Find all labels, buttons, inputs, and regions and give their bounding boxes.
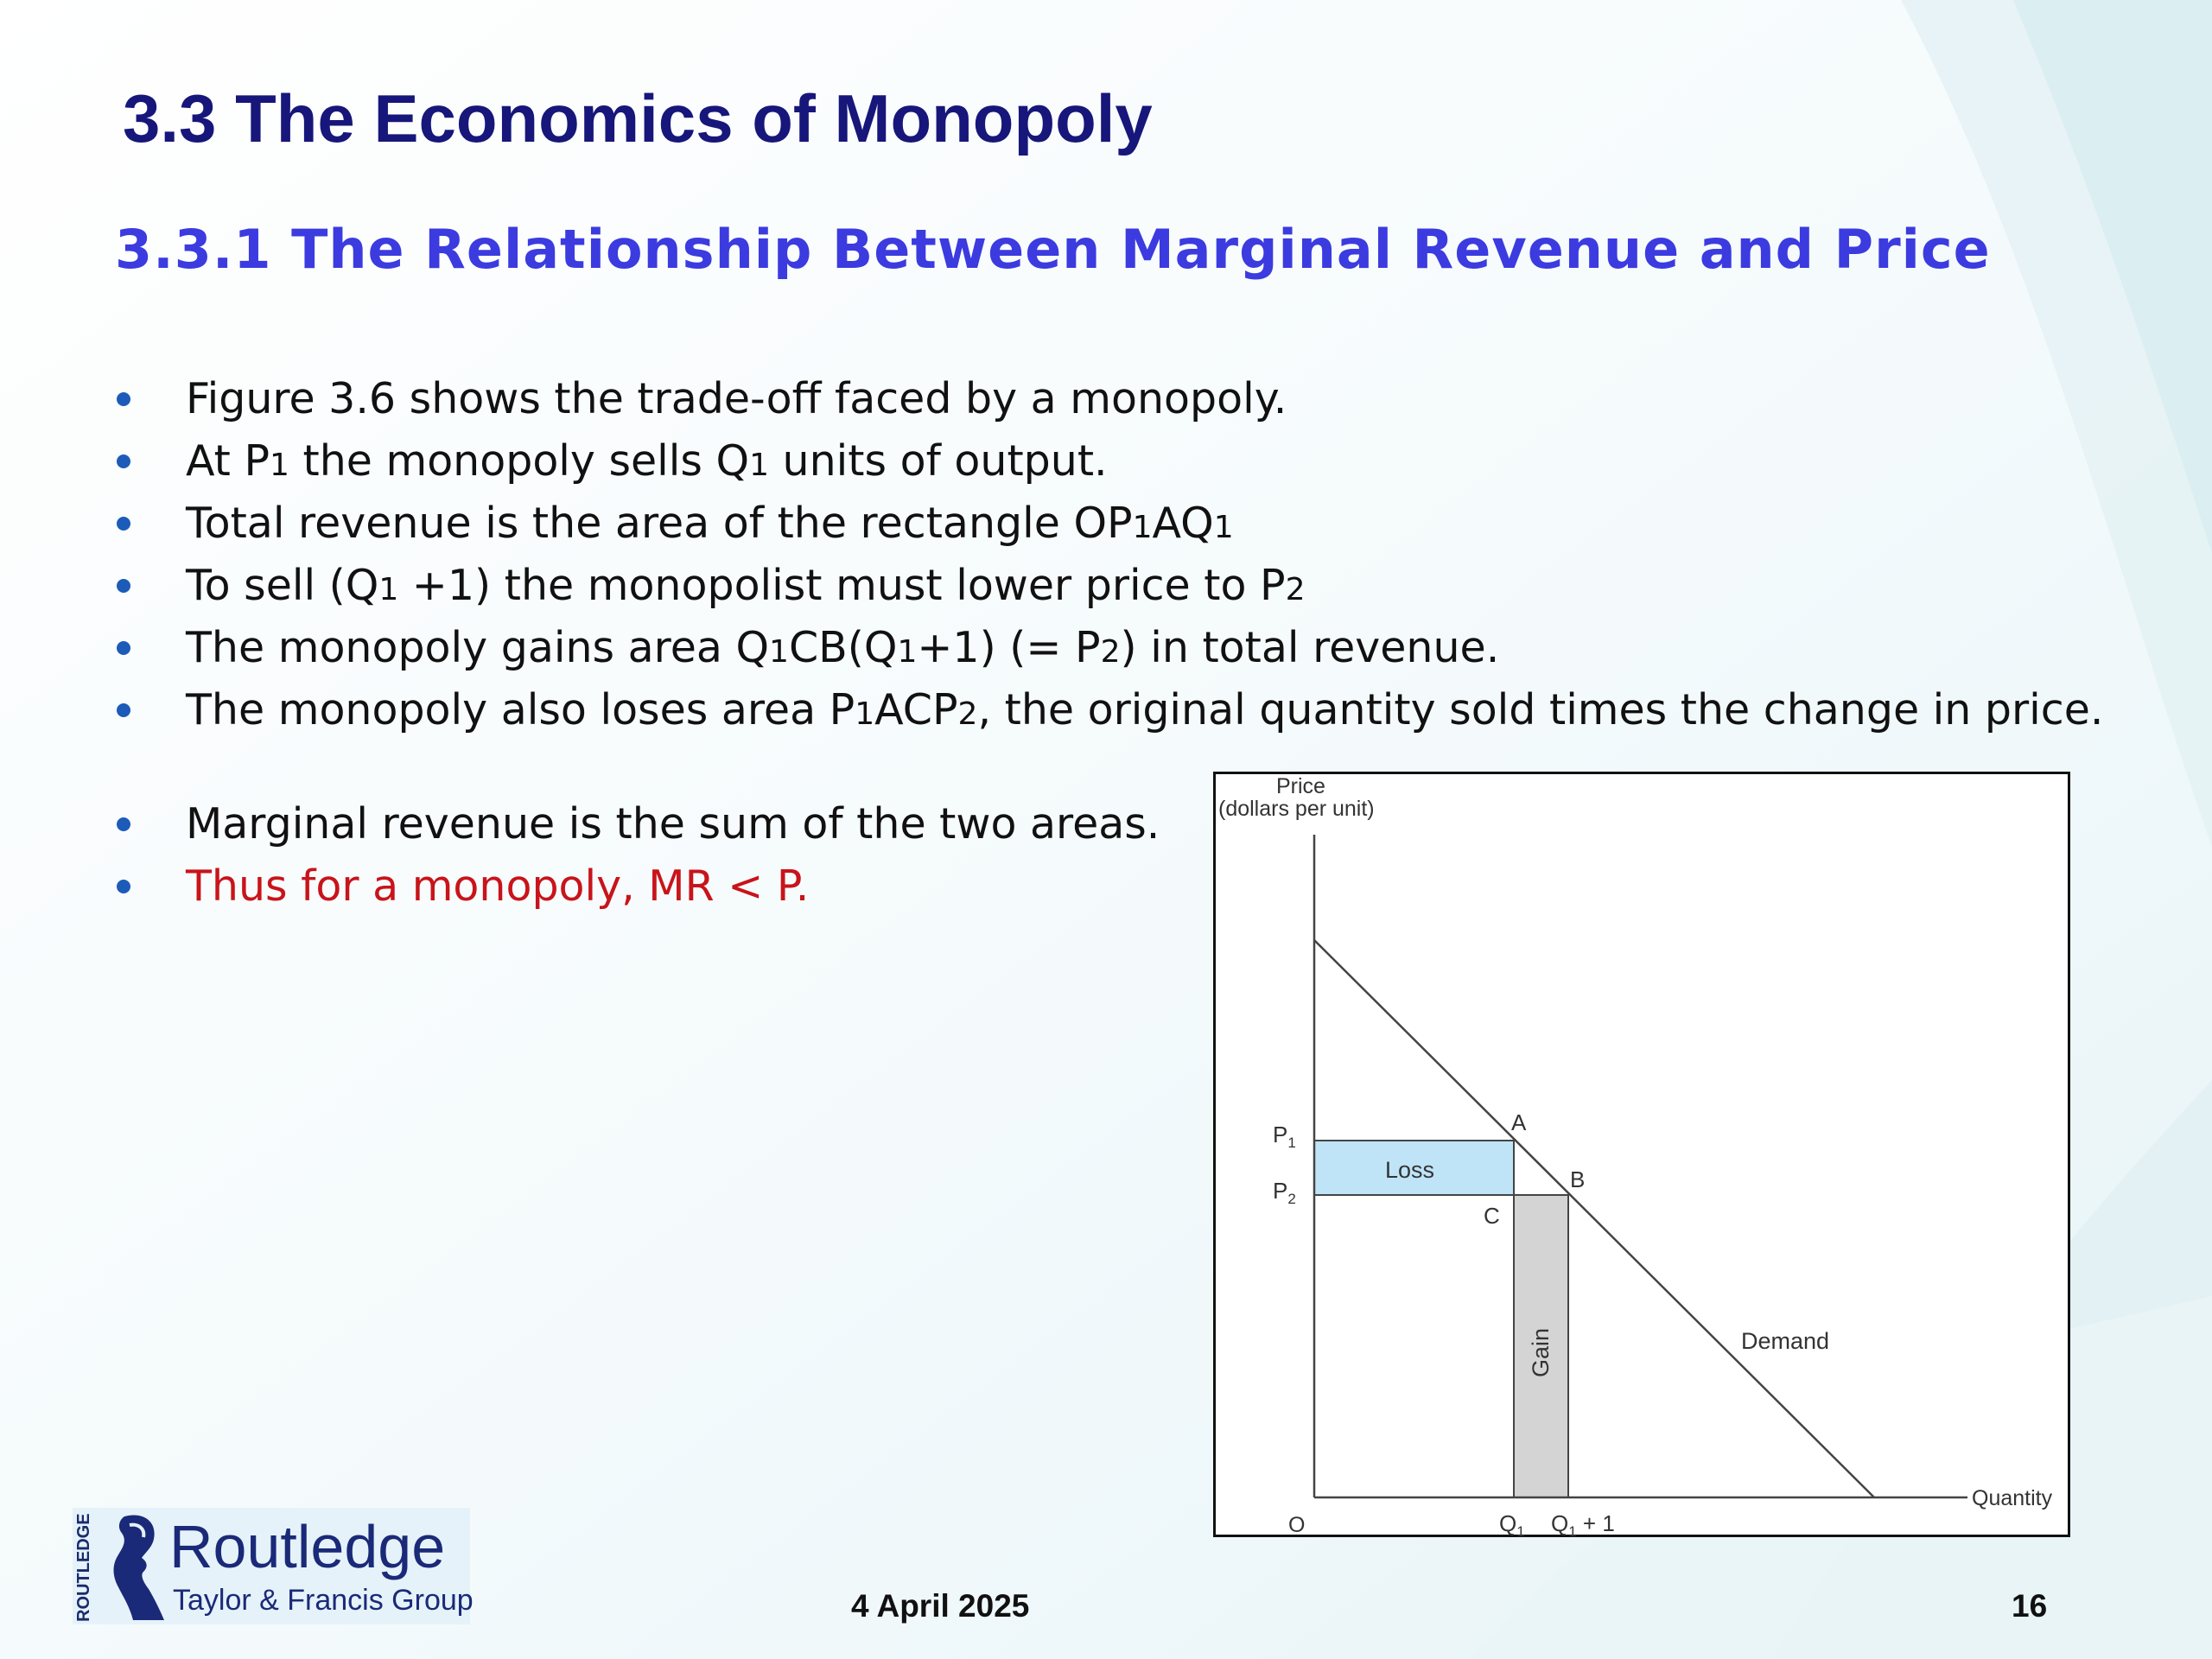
origin-label: O xyxy=(1288,1513,1306,1537)
bullet-text-subscript: 2 xyxy=(957,696,978,732)
bullet-dot-icon xyxy=(117,454,130,468)
bullet-dot-icon xyxy=(117,579,130,593)
demand-label: Demand xyxy=(1741,1328,1830,1354)
bullet-text-subscript: 2 xyxy=(1285,572,1306,607)
bullet-dot-icon xyxy=(117,641,130,655)
bullet-text-part: ACP xyxy=(874,685,958,734)
x-axis-label: Quantity xyxy=(1972,1486,2053,1510)
routledge-logo xyxy=(73,1508,474,1624)
bullet-text-subscript: 1 xyxy=(378,572,399,607)
bullet-text xyxy=(186,622,1499,678)
point-b-label: B xyxy=(1570,1166,1586,1192)
bullet-text-part: At P xyxy=(186,436,270,486)
bullet-text-subscript: 1 xyxy=(897,634,918,670)
bullet-text-part: The monopoly gains area Q xyxy=(186,623,770,672)
demand-line xyxy=(1314,940,1874,1497)
loss-label: Loss xyxy=(1385,1157,1435,1183)
y-axis-label-units: (dollars per unit) xyxy=(1218,797,1375,821)
bullet-text xyxy=(186,798,1160,850)
bullet-text xyxy=(186,498,1234,554)
bullet-text-part: , the original quantity sold times the change in price. xyxy=(977,685,2104,734)
bullet-text-part: AQ xyxy=(1152,499,1214,548)
bullet-text-part: CB(Q xyxy=(788,623,898,672)
slide-page-number: 16 xyxy=(2012,1588,2048,1624)
bullet-dot-icon xyxy=(117,703,130,717)
bullet-dot-icon xyxy=(117,392,130,406)
logo-brand-name: Routledge xyxy=(169,1513,446,1580)
bullet-text-part: +1) the monopolist must lower price to P xyxy=(398,561,1286,610)
bullet-text-part: +1) (= P xyxy=(917,623,1101,672)
y-axis-label-price: Price xyxy=(1276,774,1325,798)
bullet-text-part: Figure 3.6 shows the trade-off faced by a monopoly. xyxy=(186,374,1287,423)
q1-plus-one-label: $Q_1 + 1$ xyxy=(1551,1510,1615,1540)
bullet-text-subscript: 1 xyxy=(855,696,875,732)
monopoly-figure xyxy=(1213,772,2070,1540)
bullet-dot-icon xyxy=(117,817,130,831)
slide-subtitle: 3.3.1 The Relationship Between Marginal Revenue and Price xyxy=(115,218,1991,281)
bullet-text-subscript: 1 xyxy=(270,448,289,483)
bullet-text-part: Total revenue is the area of the rectangle OP xyxy=(186,499,1133,548)
p2-label: $P_2$ xyxy=(1273,1178,1296,1207)
point-a-label: A xyxy=(1511,1109,1527,1135)
logo-vertical-text: ROUTLEDGE xyxy=(74,1513,93,1622)
bullet-text-part: the monopoly sells Q xyxy=(289,436,750,486)
bullet-text-part: ) in total revenue. xyxy=(1120,623,1500,672)
p1-label: $P_1$ xyxy=(1273,1122,1296,1151)
bullet-text xyxy=(186,373,1287,425)
bullet-text xyxy=(186,560,1306,616)
bullet-dot-icon xyxy=(117,517,130,531)
slide-title: 3.3 The Economics of Monopoly xyxy=(123,80,1153,156)
bullet-text xyxy=(186,861,809,912)
bullet-text-subscript: 1 xyxy=(749,448,769,483)
bullet-text-part: To sell (Q xyxy=(186,561,379,610)
bullet-text-subscript: 1 xyxy=(769,634,789,670)
logo-group-name: Taylor & Francis Group xyxy=(173,1584,474,1617)
slide-date: 4 April 2025 xyxy=(851,1588,1030,1624)
monopoly-diagram xyxy=(1216,774,2073,1540)
bullet-text-part: Marginal revenue is the sum of the two areas. xyxy=(186,799,1160,849)
q1-label: $Q_1$ xyxy=(1499,1510,1525,1540)
bullet-text-subscript: 1 xyxy=(1213,510,1234,545)
bullet-text-part: Thus for a monopoly, MR < P. xyxy=(186,861,810,911)
gain-label: Gain xyxy=(1528,1327,1554,1377)
bullet-text-subscript: 1 xyxy=(1132,510,1153,545)
routledge-head-icon xyxy=(99,1510,168,1624)
bullet-text-part: The monopoly also loses area P xyxy=(186,685,855,734)
bullet-text-part: units of output. xyxy=(768,436,1108,486)
bullet-dot-icon xyxy=(117,880,130,893)
bullet-text-subscript: 2 xyxy=(1100,634,1121,670)
bullet-text xyxy=(186,435,1108,492)
point-c-label: C xyxy=(1484,1203,1500,1229)
bullet-text xyxy=(186,684,2139,741)
